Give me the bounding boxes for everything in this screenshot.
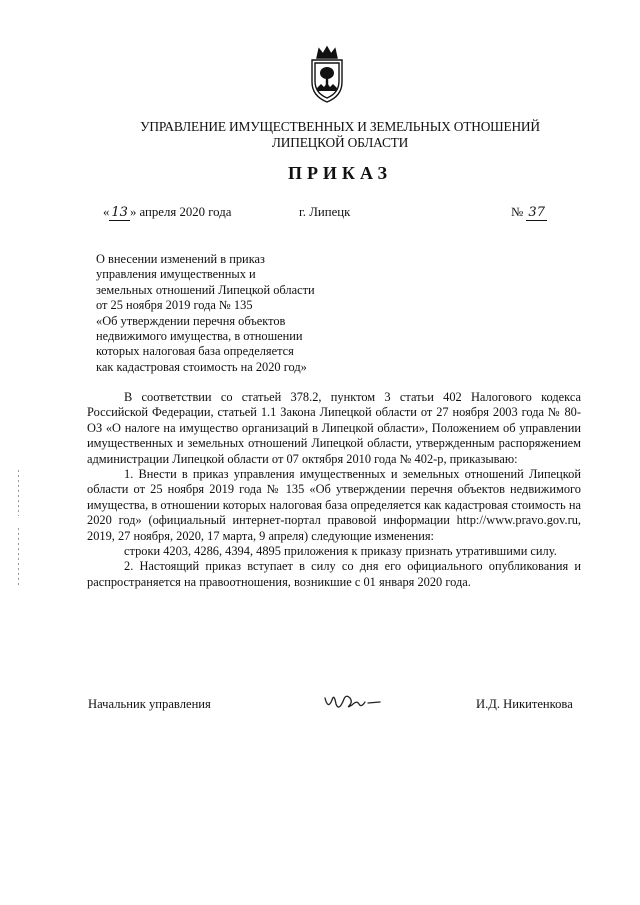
subject-line: «Об утверждении перечня объектов: [96, 313, 286, 328]
margin-scan-mark: [18, 528, 19, 588]
subject-line: земельных отношений Липецкой области: [96, 282, 315, 297]
handwritten-signature: [322, 688, 386, 714]
coat-of-arms-icon: [304, 44, 350, 104]
subject-line: О внесении изменений в приказ: [96, 252, 265, 266]
order-city: г. Липецк: [299, 205, 351, 219]
date-open-quote: «: [103, 205, 110, 219]
order-date: [103, 205, 231, 221]
signer-name: И.Д. Никитенкова: [476, 697, 573, 711]
subject-line: от 25 ноября 2019 года № 135: [96, 298, 253, 313]
order-body: [87, 390, 581, 590]
organization-line-2: ЛИПЕЦКОЙ ОБЛАСТИ: [271, 135, 409, 150]
date-day: 13: [111, 205, 128, 220]
body-paragraph: 2. Настоящий приказ вступает в силу со дня его официального опубликования и распространяется на правоотношения, возникшие с 01 января 2020 года.: [87, 559, 581, 589]
organization-line-1: УПРАВЛЕНИЕ ИМУЩЕСТВЕННЫХ И ЗЕМЕЛЬНЫХ ОТНОШЕНИЙ: [140, 119, 540, 134]
body-paragraph: В соответствии со статьей 378.2, пунктом 3 статьи 402 Налогового кодекса Российской Федерации, статьей 1.1 Закона Липецкой области от 27 ноября 2003 года № 80-ОЗ «О налоге на имущество организаций в Липецкой области», Положением об управлении имущественных и земельных отношений Липецкой области, утвержденным распоряжением администрации Липецкой области от 07 октября 2010 года № 402-р, приказываю:: [87, 390, 581, 466]
signer-position: Начальник управления: [88, 697, 211, 711]
margin-scan-mark: [18, 470, 19, 516]
document-type-title: ПРИКАЗ: [287, 163, 393, 183]
body-paragraph: 1. Внести в приказ управления имущественных и земельных отношений Липецкой области от 25 ноября 2019 года № 135 «Об утверждении перечня объектов недвижимого имущества, в отношении которых налоговая база определяется как кадастровая стоимость на 2020 год» (официальный интернет-портал правовой информации http://www.pravo.gov.ru, 2019, 27 ноября, 2020, 17 марта, 9 апреля) следующие изменения:: [87, 467, 581, 543]
order-number: [511, 205, 547, 221]
subject-line: которых налоговая база определяется: [96, 344, 294, 359]
subject-line: недвижимого имущества, в отношении: [96, 329, 303, 344]
body-paragraph: строки 4203, 4286, 4394, 4895 приложения к приказу признать утратившими силу.: [124, 544, 557, 559]
date-rest: » апреля 2020 года: [129, 205, 232, 219]
subject-line: управления имущественных и: [96, 267, 256, 282]
organization-name: [80, 119, 600, 151]
subject-line: как кадастровая стоимость на 2020 год»: [96, 359, 307, 374]
order-subject: [96, 252, 396, 375]
number-value: 37: [528, 205, 545, 220]
number-label: №: [511, 205, 524, 219]
